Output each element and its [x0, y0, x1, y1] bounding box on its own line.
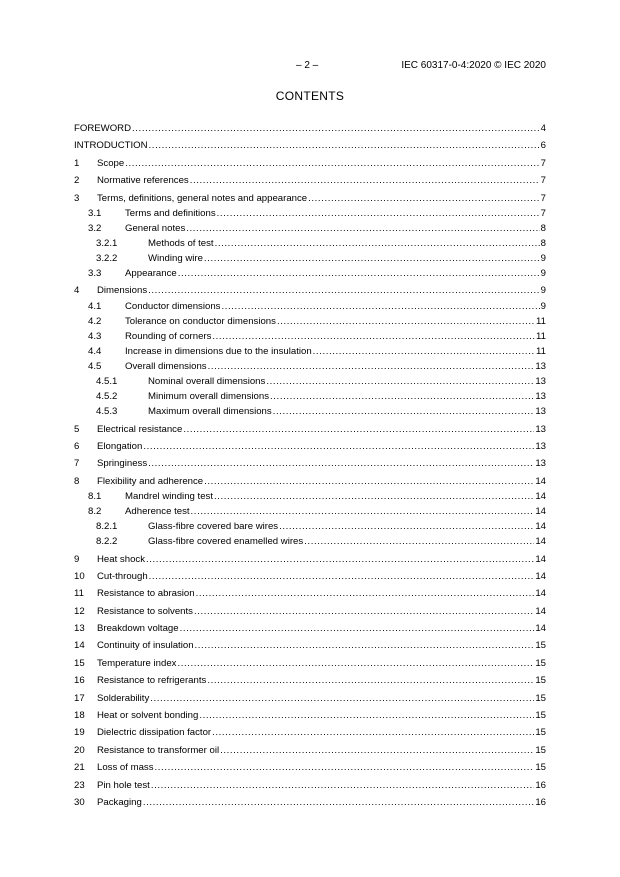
toc-dot-leader — [178, 268, 540, 280]
standard-reference: IEC 60317-0-4:2020 © IEC 2020 — [401, 60, 546, 71]
toc-dot-leader — [277, 316, 535, 328]
toc-entry[interactable] — [74, 458, 546, 470]
toc-entry-number: 4.1 — [88, 300, 102, 312]
toc-entry-number: 8.2.1 — [96, 521, 118, 533]
toc-dot-leader — [273, 406, 535, 418]
toc-entry[interactable] — [74, 175, 546, 187]
toc-entry-number: 1 — [74, 157, 80, 169]
toc-entry-page: 14 — [535, 570, 546, 582]
toc-entry[interactable] — [74, 675, 546, 687]
toc-entry-number: 11 — [74, 588, 84, 600]
toc-entry[interactable] — [74, 301, 546, 313]
toc-entry-label: Heat shock — [97, 553, 145, 565]
toc-entry-number: 4.5 — [88, 360, 102, 372]
toc-entry-label: Maximum overall dimensions — [148, 406, 272, 418]
toc-dot-leader — [208, 361, 535, 373]
toc-entry[interactable] — [74, 268, 546, 280]
toc-entry-page: 13 — [535, 375, 546, 387]
toc-dot-leader — [212, 727, 534, 739]
toc-entry-number: 12 — [74, 605, 85, 617]
toc-entry[interactable] — [74, 521, 546, 533]
toc-entry[interactable] — [74, 571, 546, 583]
toc-entry-label: Minimum overall dimensions — [148, 391, 270, 403]
toc-dot-leader — [148, 458, 534, 470]
toc-entry-label: Appearance — [125, 268, 177, 280]
toc-entry-number: 8.2 — [88, 505, 102, 517]
toc-dot-leader — [217, 208, 540, 220]
toc-dot-leader — [221, 301, 539, 313]
toc-entry-page: 9 — [540, 300, 546, 312]
toc-entry[interactable] — [74, 536, 546, 548]
toc-entry[interactable] — [74, 406, 546, 418]
toc-entry[interactable] — [74, 376, 546, 388]
toc-entry[interactable] — [74, 346, 546, 358]
toc-entry-page: 15 — [535, 710, 546, 722]
toc-dot-leader — [177, 658, 534, 670]
toc-dot-leader — [191, 506, 535, 518]
toc-entry-page: 13 — [535, 406, 546, 418]
page-header — [0, 60, 620, 74]
toc-entry-number: 30 — [74, 796, 85, 808]
toc-entry-page: 14 — [535, 623, 546, 635]
toc-entry-page: 14 — [535, 536, 546, 548]
toc-dot-leader — [214, 491, 534, 503]
toc-entry-number: 3.3 — [88, 268, 102, 280]
toc-entry-page: 15 — [535, 744, 546, 756]
toc-entry[interactable] — [74, 424, 546, 436]
toc-dot-leader — [266, 376, 534, 388]
toc-entry[interactable] — [74, 554, 546, 566]
toc-entry-page: 6 — [540, 140, 546, 152]
toc-entry-page: 4 — [540, 123, 546, 134]
toc-entry-label: Electrical resistance — [97, 423, 183, 435]
toc-dot-leader — [194, 606, 534, 618]
toc-entry-label: Pin hole test — [97, 779, 150, 791]
toc-entry-page: 14 — [535, 588, 546, 600]
toc-entry[interactable] — [74, 606, 546, 618]
toc-entry-number: 5 — [74, 423, 80, 435]
toc-entry[interactable] — [74, 506, 546, 518]
toc-entry-number: 13 — [74, 623, 85, 635]
toc-entry-number: 4.2 — [88, 315, 102, 327]
toc-entry[interactable] — [74, 361, 546, 373]
toc-dot-leader — [149, 571, 535, 583]
toc-dot-leader — [125, 158, 539, 170]
toc-entry[interactable] — [74, 710, 546, 722]
toc-entry-page: 9 — [540, 285, 546, 297]
toc-entry[interactable] — [74, 253, 546, 265]
toc-entry-number: 8.2.2 — [96, 536, 118, 548]
toc-dot-leader — [270, 391, 534, 403]
toc-dot-leader — [304, 536, 534, 548]
toc-entry[interactable] — [74, 193, 546, 205]
toc-entry-page: 8 — [540, 237, 546, 249]
toc-entry-label: Continuity of insulation — [97, 640, 194, 652]
toc-entry[interactable] — [74, 316, 546, 328]
toc-entry-page: 14 — [535, 490, 546, 502]
toc-entry[interactable] — [74, 640, 546, 652]
toc-dot-leader — [220, 745, 534, 757]
toc-entry-page: 14 — [535, 605, 546, 617]
toc-entry[interactable] — [74, 238, 546, 250]
toc-entry-number: 18 — [74, 710, 85, 722]
toc-entry-label: Solderability — [97, 692, 150, 704]
table-of-contents — [74, 123, 546, 809]
toc-entry-page: 11 — [536, 345, 546, 357]
toc-dot-leader — [196, 588, 535, 600]
toc-entry-number: 2 — [74, 175, 80, 187]
toc-entry-page: 11 — [536, 330, 546, 342]
toc-dot-leader — [308, 193, 540, 205]
toc-entry-number: 4 — [74, 285, 80, 297]
toc-entry-number: 20 — [74, 744, 85, 756]
toc-dot-leader — [204, 253, 540, 265]
toc-entry-number: 16 — [74, 675, 85, 687]
toc-entry-number: 17 — [74, 692, 85, 704]
toc-entry-number: 8.1 — [88, 490, 102, 502]
toc-dot-leader — [143, 797, 535, 809]
toc-entry[interactable] — [74, 208, 546, 220]
toc-entry-label: Loss of mass — [97, 762, 154, 774]
toc-dot-leader — [180, 623, 535, 635]
toc-entry-number: 4.3 — [88, 330, 102, 342]
toc-entry-label: Nominal overall dimensions — [148, 375, 266, 387]
toc-dot-leader — [199, 710, 534, 722]
toc-entry-label: Springiness — [97, 458, 148, 470]
toc-entry-label: INTRODUCTION — [74, 140, 148, 152]
toc-dot-leader — [183, 424, 534, 436]
toc-entry-page: 9 — [540, 252, 546, 264]
toc-entry-label: Breakdown voltage — [97, 623, 179, 635]
toc-entry[interactable] — [74, 223, 546, 235]
toc-entry-page: 14 — [535, 475, 546, 487]
toc-entry-page: 16 — [535, 796, 546, 808]
toc-dot-leader — [149, 140, 540, 152]
toc-entry-number: 21 — [74, 762, 85, 774]
toc-entry-label: Rounding of corners — [125, 330, 212, 342]
toc-entry[interactable] — [74, 797, 546, 809]
toc-entry-label: Resistance to abrasion — [97, 588, 195, 600]
toc-entry-label: Terms, definitions, general notes and appearance — [97, 192, 308, 204]
toc-entry-page: 14 — [535, 505, 546, 517]
toc-dot-leader — [215, 238, 540, 250]
toc-entry-page: 13 — [535, 360, 546, 372]
toc-entry-number: 15 — [74, 657, 85, 669]
toc-dot-leader — [146, 554, 534, 566]
toc-entry[interactable] — [74, 762, 546, 774]
toc-dot-leader — [207, 675, 534, 687]
toc-entry-label: Cut-through — [97, 570, 148, 582]
toc-entry-number: 23 — [74, 779, 85, 791]
toc-entry-page: 15 — [535, 692, 546, 704]
toc-dot-leader — [150, 693, 534, 705]
toc-entry-number: 3.2 — [88, 222, 102, 234]
toc-dot-leader — [155, 762, 535, 774]
toc-entry-label: Resistance to refrigerants — [97, 675, 207, 687]
toc-entry-page: 15 — [535, 640, 546, 652]
toc-entry-label: Glass-fibre covered bare wires — [148, 521, 279, 533]
toc-entry-page: 16 — [535, 779, 546, 791]
toc-entry-page: 15 — [535, 727, 546, 739]
toc-entry-label: Elongation — [97, 440, 143, 452]
toc-entry-label: Winding wire — [148, 252, 203, 264]
toc-entry-label: Adherence test — [125, 505, 190, 517]
toc-entry[interactable] — [74, 331, 546, 343]
toc-entry[interactable] — [74, 441, 546, 453]
toc-entry-label: Temperature index — [97, 657, 177, 669]
toc-entry-label: Tolerance on conductor dimensions — [125, 315, 276, 327]
toc-entry-label: FOREWORD — [74, 123, 132, 134]
toc-entry[interactable] — [74, 285, 546, 297]
toc-entry-number: 6 — [74, 440, 80, 452]
toc-entry[interactable] — [74, 727, 546, 739]
toc-entry-label: Flexibility and adherence — [97, 475, 204, 487]
toc-entry-page: 8 — [540, 222, 546, 234]
toc-entry[interactable] — [74, 745, 546, 757]
toc-entry-page: 13 — [535, 440, 546, 452]
toc-entry-label: Resistance to solvents — [97, 605, 193, 617]
toc-entry-page: 13 — [535, 423, 546, 435]
toc-entry-number: 19 — [74, 727, 85, 739]
toc-entry-label: Mandrel winding test — [125, 490, 213, 502]
toc-dot-leader — [148, 285, 540, 297]
toc-entry-label: Glass-fibre covered enamelled wires — [148, 536, 304, 548]
toc-entry-number: 4.5.3 — [96, 406, 118, 418]
toc-entry-label: Resistance to transformer oil — [97, 744, 220, 756]
toc-entry-label: Conductor dimensions — [125, 300, 221, 312]
toc-entry-page: 7 — [540, 157, 546, 169]
toc-entry[interactable] — [74, 780, 546, 792]
toc-dot-leader — [151, 780, 535, 792]
toc-dot-leader — [143, 441, 534, 453]
toc-entry-number: 3 — [74, 192, 80, 204]
toc-entry-label: Normative references — [97, 175, 189, 187]
toc-entry-page: 13 — [535, 391, 546, 403]
toc-entry-page: 13 — [535, 458, 546, 470]
toc-entry-label: Increase in dimensions due to the insulation — [125, 345, 312, 357]
toc-dot-leader — [279, 521, 534, 533]
toc-entry-label: Packaging — [97, 796, 142, 808]
toc-dot-leader — [186, 223, 539, 235]
toc-dot-leader — [195, 640, 535, 652]
toc-entry-page: 11 — [536, 315, 546, 327]
toc-entry-number: 4.4 — [88, 345, 102, 357]
toc-dot-leader — [313, 346, 535, 358]
toc-entry-label: Terms and definitions — [125, 207, 216, 219]
toc-entry[interactable] — [74, 693, 546, 705]
toc-entry-label: Heat or solvent bonding — [97, 710, 199, 722]
toc-entry-label: Dimensions — [97, 285, 148, 297]
toc-entry-number: 4.5.1 — [96, 375, 118, 387]
toc-entry[interactable] — [74, 623, 546, 635]
toc-entry-number: 7 — [74, 458, 80, 470]
toc-entry[interactable] — [74, 140, 546, 152]
toc-dot-leader — [204, 476, 534, 488]
toc-entry-number: 3.1 — [88, 207, 102, 219]
toc-entry-page: 15 — [535, 762, 546, 774]
toc-entry-number: 3.2.2 — [96, 252, 118, 264]
toc-entry-page: 7 — [540, 175, 546, 187]
toc-entry-number: 8 — [74, 475, 80, 487]
toc-entry-label: Dielectric dissipation factor — [97, 727, 212, 739]
toc-dot-leader — [212, 331, 535, 343]
toc-entry[interactable] — [74, 391, 546, 403]
toc-entry-number: 14 — [74, 640, 85, 652]
toc-entry[interactable] — [74, 476, 546, 488]
page-number: – 2 – — [296, 60, 319, 71]
toc-entry[interactable] — [74, 658, 546, 670]
toc-entry-label: Scope — [97, 157, 125, 169]
toc-entry-page: 15 — [535, 657, 546, 669]
toc-entry[interactable] — [74, 158, 546, 170]
toc-entry[interactable] — [74, 588, 546, 600]
toc-entry-label: Overall dimensions — [125, 360, 207, 372]
toc-dot-leader — [132, 123, 540, 135]
toc-entry-label: General notes — [125, 222, 186, 234]
toc-entry-number: 9 — [74, 553, 80, 565]
toc-entry-page: 9 — [540, 268, 546, 280]
toc-entry[interactable] — [74, 123, 546, 135]
toc-entry-number: 4.5.2 — [96, 391, 118, 403]
toc-entry-label: Methods of test — [148, 237, 214, 249]
toc-entry-number: 10 — [74, 570, 85, 582]
toc-entry-page: 7 — [540, 192, 546, 204]
page-title: CONTENTS — [275, 89, 345, 103]
toc-entry-number: 3.2.1 — [96, 237, 118, 249]
toc-entry-page: 14 — [535, 553, 546, 565]
toc-entry[interactable] — [74, 491, 546, 503]
toc-entry-page: 7 — [540, 207, 546, 219]
toc-entry-page: 15 — [535, 675, 546, 687]
toc-dot-leader — [190, 175, 540, 187]
toc-entry-page: 14 — [535, 521, 546, 533]
